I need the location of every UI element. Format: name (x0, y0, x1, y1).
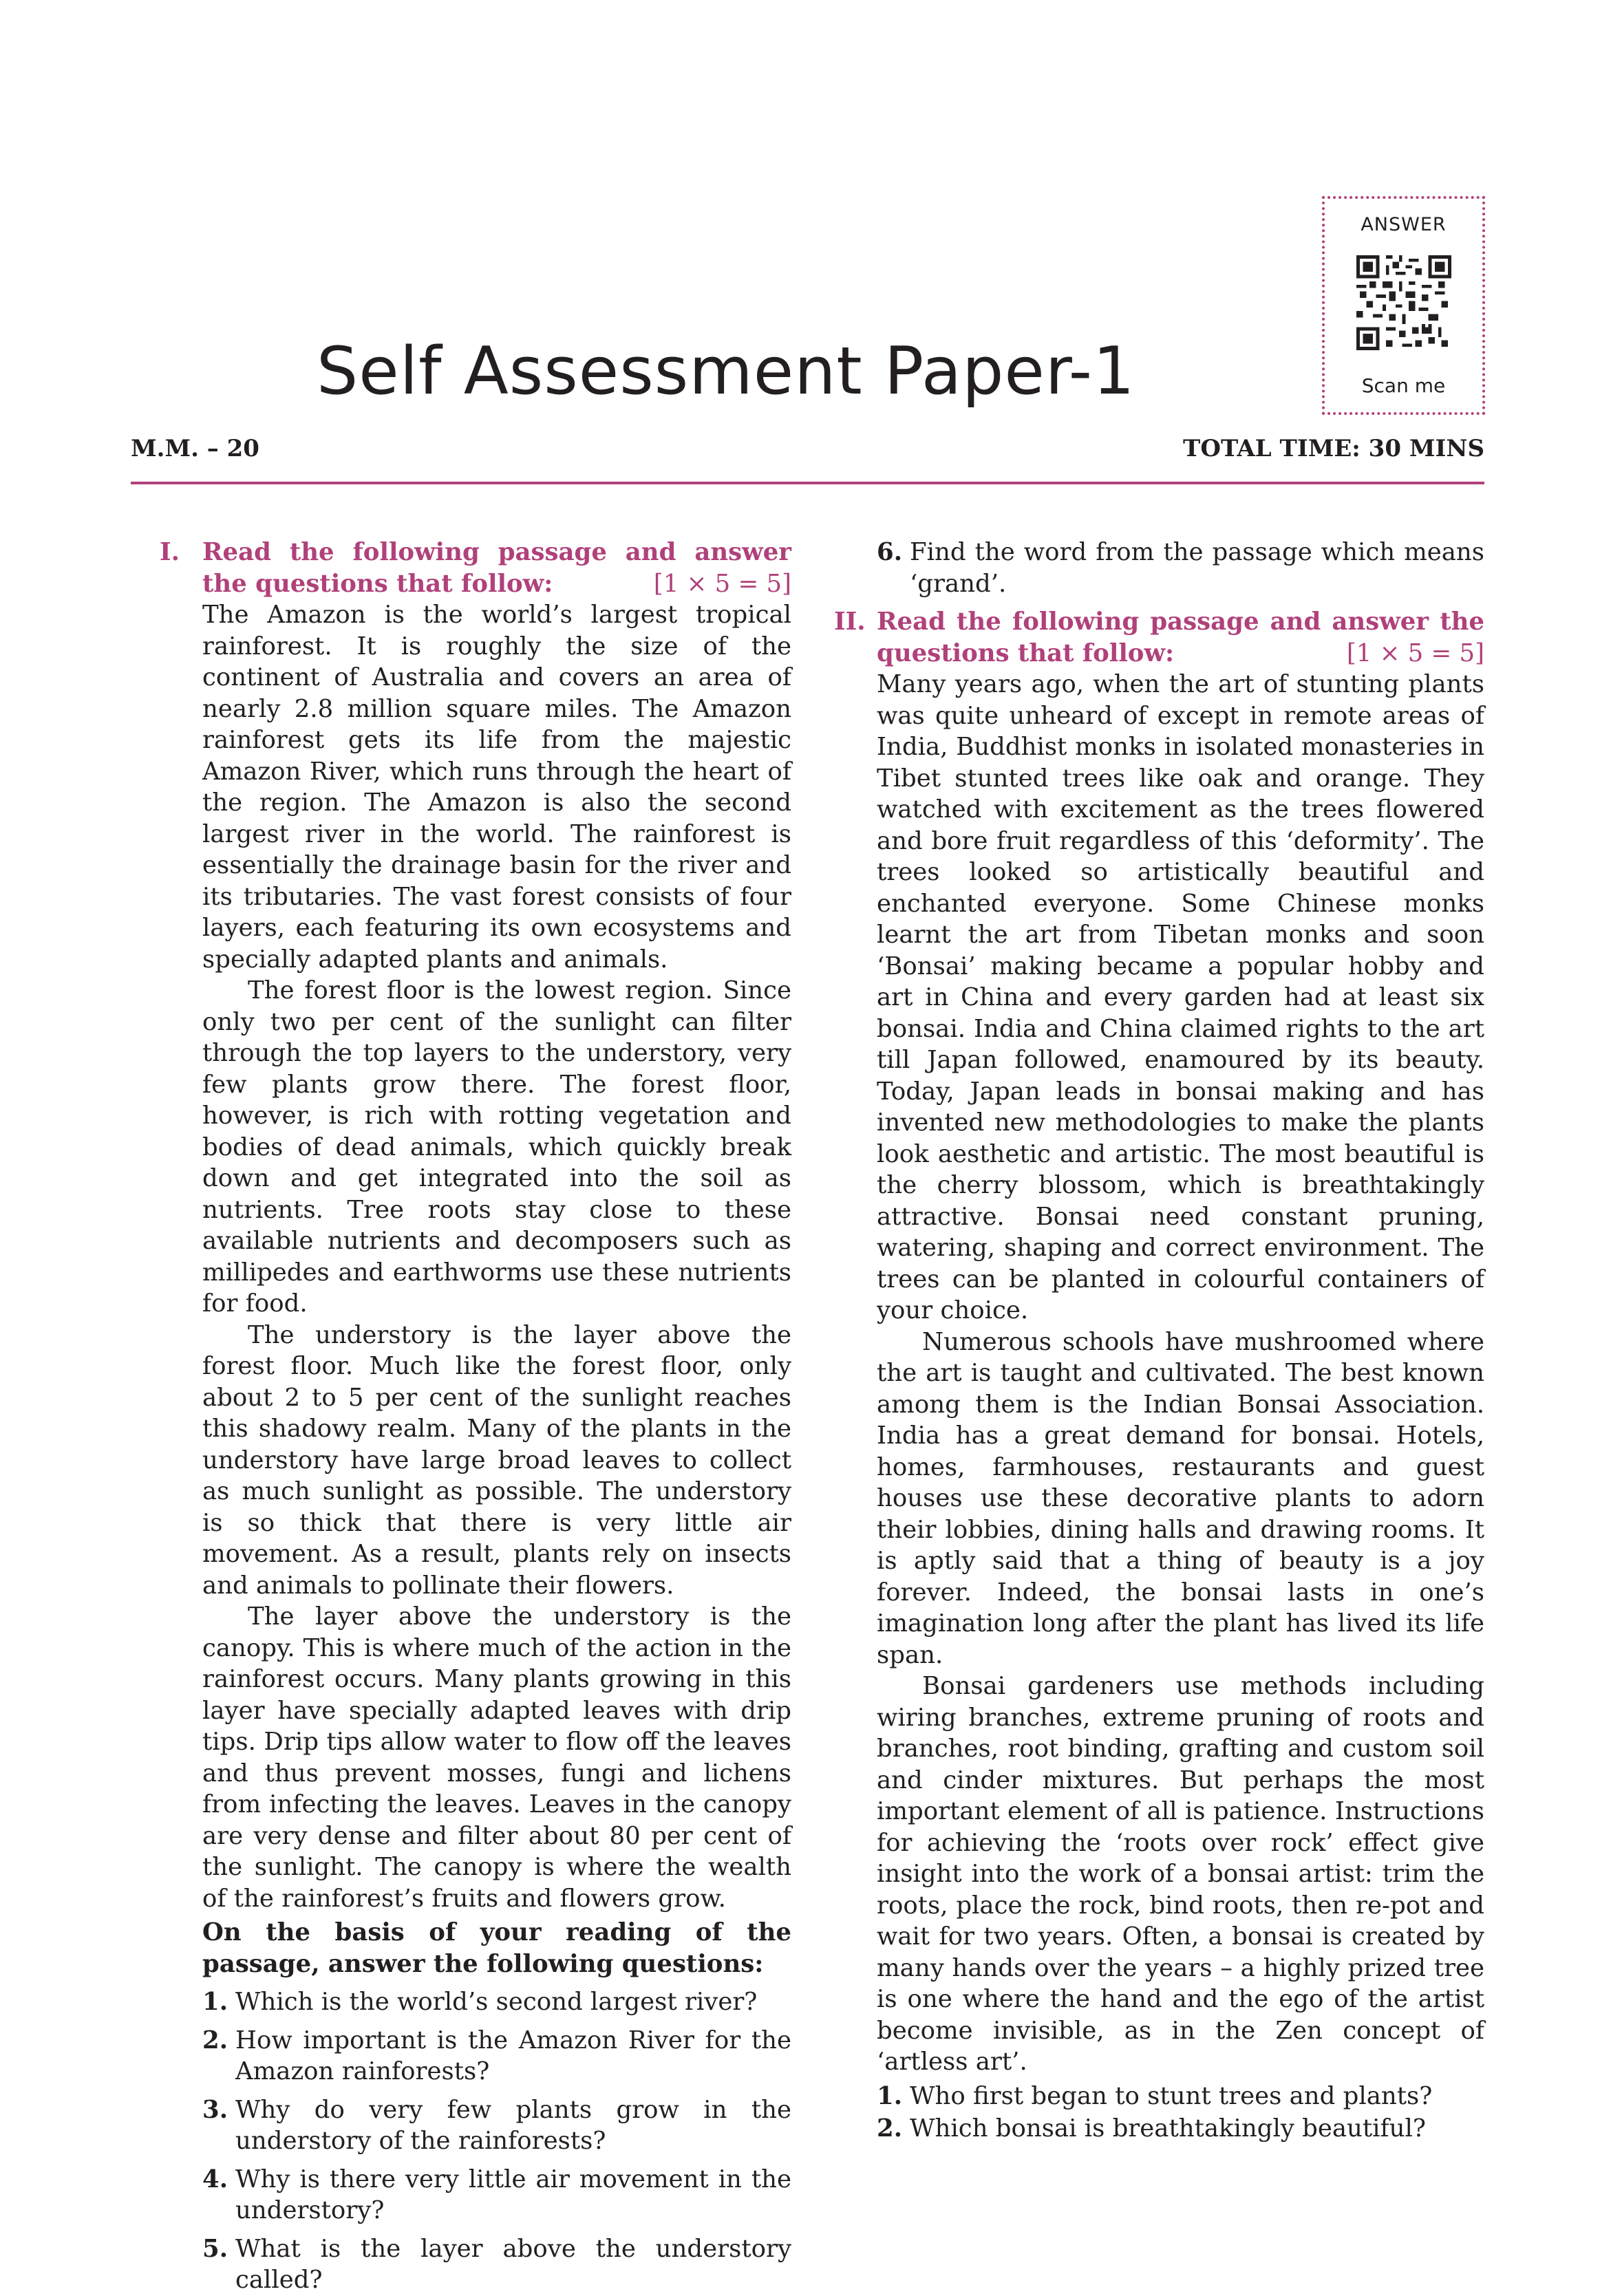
question-text: Why is there very little air movement in the understory? (235, 2165, 791, 2224)
question-text: Which is the world’s second largest river? (235, 1988, 758, 2016)
section-2-heading (834, 606, 1484, 669)
question-number: 1. (202, 1988, 228, 2016)
passage-paragraph: The Amazon is the world’s largest tropical rainforest. It is roughly the size of the continent of Australia and covers an area of nearly 2.8 million square miles. The Amazon rainforest gets its life from the majestic Amazon River, which runs through the heart of the region. The Amazon is also the second largest river in the world. The rainforest is essentially the drainage basin for the river and its tributaries. The vast forest consists of four layers, each featuring its own ecosystems and specially adapted plants and animals. (202, 601, 791, 974)
question-item (202, 2233, 791, 2296)
question-item (877, 2113, 1484, 2145)
passage-paragraph: The understory is the layer above the forest floor. Much like the forest floor, only about 2 to 5 per cent of the sunlight reaches this shadowy realm. Many of the plants in the understory have large broad leaves to collect as much sunlight as possible. The understory is so thick that there is very little air movement. As a result, plants rely on insects and animals to pollinate their flowers. (202, 1320, 791, 1600)
question-number: 5. (202, 2234, 228, 2263)
question-number: 1. (877, 2081, 903, 2110)
section-1-heading-text: Read the following passage and answer the questions that follow: (202, 538, 791, 598)
passage-paragraph: The forest floor is the lowest region. Since only two per cent of the sunlight can filter through the top layers to the understory, very few plants grow there. The forest floor, however, is rich with rotting vegetation and bodies of dead animals, which quickly break down and get integrated into the soil as nutrients. Tree roots stay close to these available nutrients and decomposers such as millipedes and earthworms use these nutrients for food. (202, 976, 791, 1318)
question-instruction: On the basis of your reading of the passage, answer the following questions: (202, 1918, 791, 1978)
question-text: Which bonsai is breathtakingly beautiful? (910, 2114, 1426, 2143)
qr-code-icon[interactable] (1356, 255, 1451, 350)
question-text: Why do very few plants grow in the understory of the rainforests? (235, 2095, 791, 2155)
section-1-marks: [1 × 5 = 5] (653, 569, 791, 598)
right-column (834, 537, 1484, 2145)
question-item (202, 2164, 791, 2227)
header-divider (131, 482, 1484, 484)
question-text: Find the word from the passage which means ‘grand’. (910, 538, 1484, 598)
question-item (202, 1986, 791, 2018)
qr-bottom-label: Scan me (1361, 374, 1446, 397)
question-number: 2. (877, 2114, 903, 2143)
question-number: 4. (202, 2165, 228, 2193)
passage-paragraph: The layer above the understory is the canopy. This is where much of the action in the rainforest occurs. Many plants growing in this layer have specially adapted leaves with drip tips. Drip tips allow water to flow off the leaves and thus prevent mosses, fungi and lichens from infecting the leaves. Leaves in the canopy are very dense and filter about 80 per cent of the sunlight. The canopy is where the wealth of the rainforest’s fruits and flowers grow. (202, 1602, 791, 1913)
question-text: Who first began to stunt trees and plants? (910, 2081, 1433, 2110)
question-number: 6. (877, 538, 903, 566)
passage-paragraph: Numerous schools have mushroomed where the art is taught and cultivated. The best known among them is the Indian Bonsai Association. India has a great demand for bonsai. Hotels, homes, farmhouses, restaurants and guest houses use these decorative plants to adorn their lobbies, dining halls and drawing rooms. It is aptly said that a thing of beauty is a joy forever. Indeed, the bonsai lasts in one’s imagination long after the plant has lived its life span. (877, 1327, 1484, 1669)
page-title: Self Assessment Paper-1 (317, 334, 1135, 409)
section-1-heading (160, 537, 791, 599)
section-2-passage (834, 669, 1484, 2145)
question-number: 2. (202, 2026, 228, 2054)
left-column (160, 537, 791, 2296)
section-1-continued (834, 537, 1484, 599)
section-1-number: I. (160, 538, 180, 566)
section-1-passage (160, 599, 791, 2296)
section-2-heading-text: Read the following passage and answer the questions that follow: (877, 608, 1484, 667)
qr-top-label: ANSWER (1361, 214, 1447, 235)
question-item (202, 2025, 791, 2088)
question-text: What is the layer above the understory called? (235, 2234, 791, 2294)
question-number: 3. (202, 2095, 228, 2124)
total-time: TOTAL TIME: 30 MINS (1183, 435, 1484, 462)
passage-paragraph: Bonsai gardeners use methods including wiring branches, extreme pruning of roots and branches, root binding, grafting and custom soil and cinder mixtures. But perhaps the most important element of all is patience. Instructions for achieving the ‘roots over rock’ effect give insight into the work of a bonsai artist: trim the roots, place the rock, bind roots, then re-pot and wait for two years. Often, a bonsai is created by many hands over the years – a highly prized tree is one where the hand and the ego of the artist become invisible, as in the Zen concept of ‘artless art’. (877, 1672, 1484, 2076)
question-item (877, 2081, 1484, 2112)
section-2-marks: [1 × 5 = 5] (1346, 639, 1484, 667)
passage-paragraph: Many years ago, when the art of stunting plants was quite unheard of except in remote areas of India, Buddhist monks in isolated monasteries in Tibet stunted trees like oak and orange. They watched with excitement as the trees flowered and bore fruit regardless of this ‘deformity’. The trees looked so artistically beautiful and enchanted everyone. Some Chinese monks learnt the art from Tibetan monks and soon ‘Bonsai’ making became a popular hobby and art in China and every garden had at least six bonsai. India and China claimed rights to the art till Japan followed, enamoured by its beauty. Today, Japan leads in bonsai making and has invented new methodologies to make the plants look aesthetic and artistic. The most beautiful is the cherry blossom, which is breathtakingly attractive. Bonsai need constant pruning, watering, shaping and correct environment. The trees can be planted in colourful containers of your choice. (877, 670, 1484, 1324)
question-item (877, 537, 1484, 599)
question-item (202, 2094, 791, 2157)
section-2-number: II. (834, 608, 866, 636)
answer-qr-box[interactable] (1322, 196, 1485, 415)
question-text: How important is the Amazon River for the Amazon rainforests? (235, 2026, 791, 2085)
max-marks: M.M. – 20 (131, 435, 259, 462)
